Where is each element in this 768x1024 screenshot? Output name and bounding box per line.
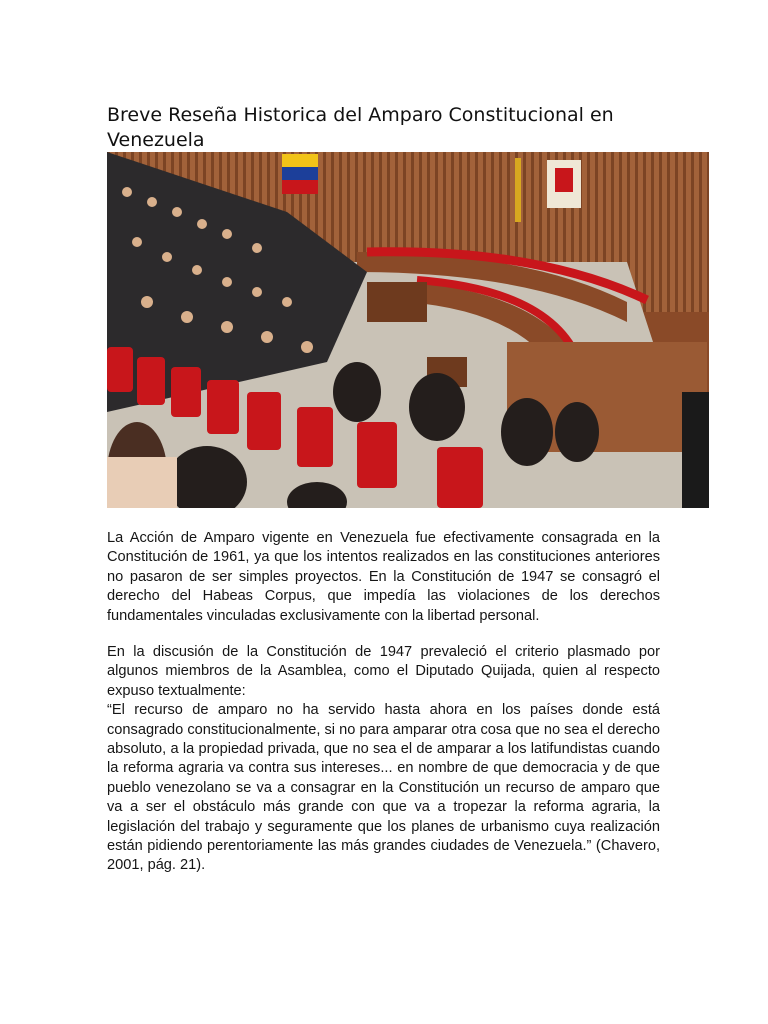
paragraph-2-quote: “El recurso de amparo no ha servido hasta ahora en los países donde está consagrado constitucionalmente, si no para amparar otra cosa que no sea el derecho absoluto, a la propiedad privada, que no sea el de amparar a los latifundistas cuando la reforma agraria va contra sus intereses... en nombre de que democracia y de que pueblo venezolano se va a consagrar en la Constitución un recurso de amparo que va a ser el obstáculo más grande con que va a tropezar la reforma agraria, la legislación del trabajo y seguramente que los planes de urbanismo cuya realización están pidiendo perentoriamente las más grandes ciudades de Venezuela.” (Chavero, 2001, pág. 21).	[107, 702, 660, 874]
document-title: Breve Reseña Historica del Amparo Constitucional en Venezuela	[107, 104, 614, 151]
paragraph-1: La Acción de Amparo vigente en Venezuela fue efectivamente consagrada en la Constitución de 1961, ya que los intentos realizados en las constituciones anteriores no pasaron de ser simples proyectos. En la Constitución de 1947 se consagró el derecho del Habeas Corpus, que impedía las violaciones de los derechos fundamentales vinculadas exclusivamente con la libertad personal.	[107, 530, 660, 624]
podium	[367, 282, 427, 322]
paragraph-2	[107, 643, 660, 876]
courtroom-photo	[107, 152, 709, 508]
paragraph-2-intro: En la discusión de la Constitución de 1947 prevaleció el criterio plasmado por algunos miembros de la Asamblea, como el Diputado Quijada, quien al respecto expuso textualmente:	[107, 644, 660, 699]
courtroom-photo-illustration	[107, 152, 709, 508]
